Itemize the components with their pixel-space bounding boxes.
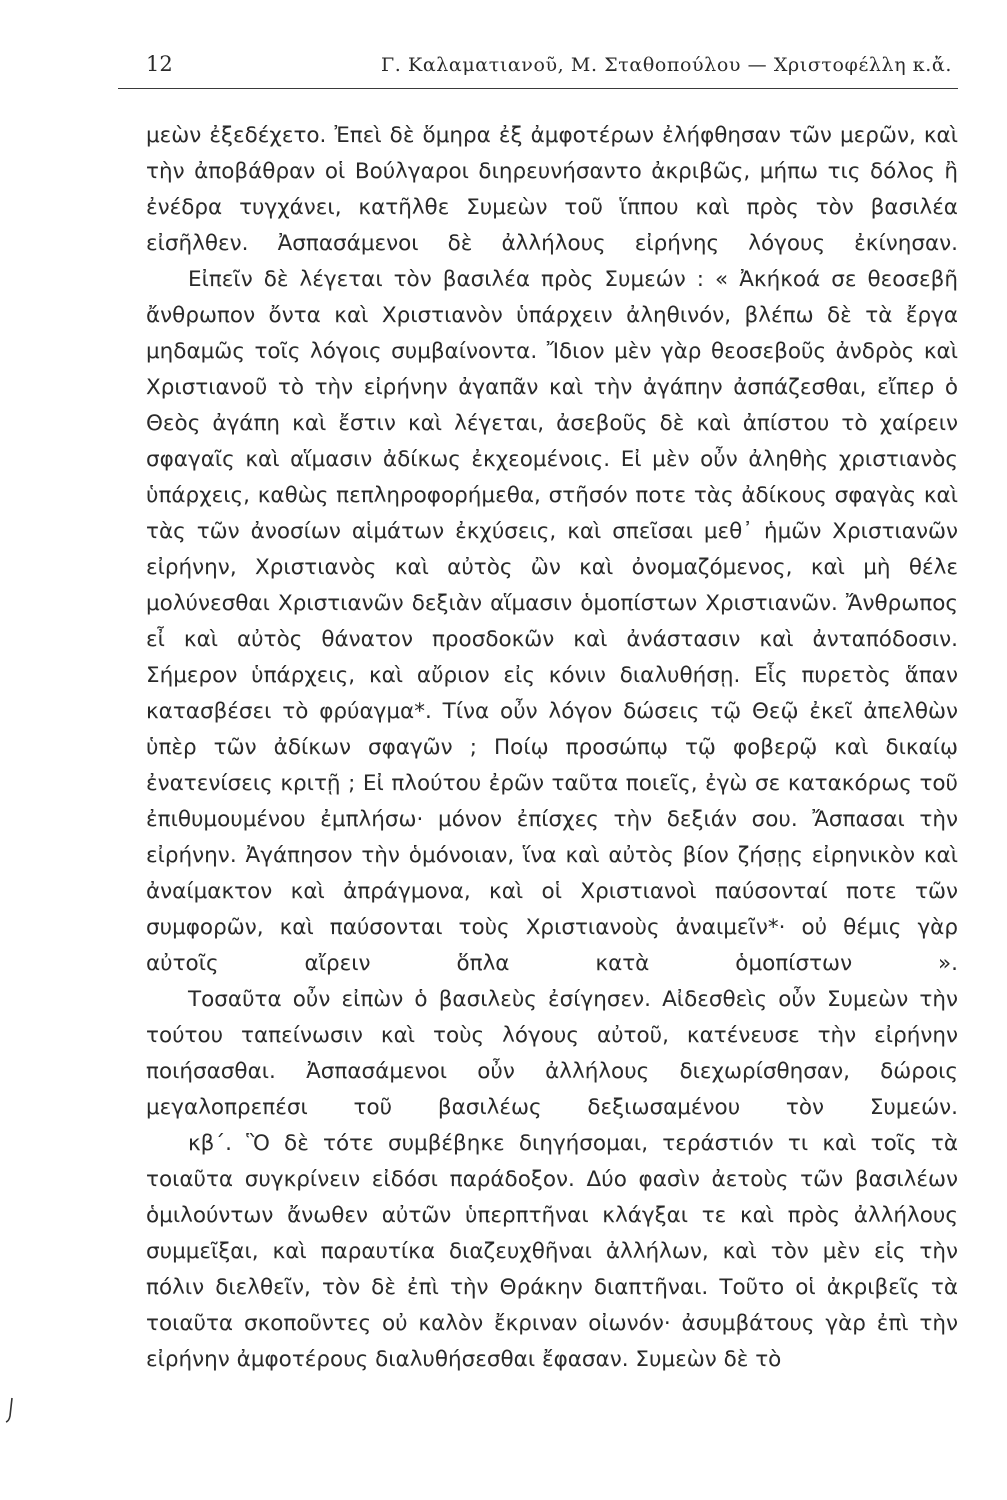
page-number: 12 bbox=[146, 52, 173, 76]
paragraph-3: Τοσαῦτα οὖν εἰπὼν ὁ βασιλεὺς ἐσίγησεν. Αἰδεσθεὶς οὖν Συμεὼν τὴν τούτου ταπείνωσιν καὶ τοὺς λόγους αὐτοῦ, κατένευσε τὴν εἰρήνην ποιήσασθαι. Ἀσπασάμενοι οὖν ἀλλήλους διεχωρίσθησαν, δώροις μεγαλοπρεπέσι τοῦ βασιλέως δεξιωσαμένου τὸν Συμεών. bbox=[146, 987, 958, 1120]
paragraph-1: μεὼν ἐξεδέχετο. Ἐπεὶ δὲ ὅμηρα ἐξ ἀμφοτέρων ἐλήφθησαν τῶν μερῶν, καὶ τὴν ἀποβάθραν οἱ Βούλγαροι διηρευνήσαντο ἀκριβῶς, μήπω τις δόλος ἢ ἐνέδρα τυγχάνει, κατῆλθε Συμεὼν τοῦ ἵππου καὶ πρὸς τὸν βασιλέα εἰσῆλθεν. Ἀσπασάμενοι δὲ ἀλλήλους εἰρήνης λόγους ἐκίνησαν. bbox=[146, 123, 958, 256]
paragraph-2: Εἰπεῖν δὲ λέγεται τὸν βασιλέα πρὸς Συμεών : « Ἀκήκοά σε θεοσεβῆ ἄνθρωπον ὄντα καὶ Χριστιανὸν ὑπάρχειν ἀληθινόν, βλέπω δὲ τὰ ἔργα μηδαμῶς τοῖς λόγοις συμβαίνοντα. Ἴδιον μὲν γὰρ θεοσεβοῦς ἀνδρὸς καὶ Χριστιανοῦ τὸ τὴν εἰρήνην ἀγαπᾶν καὶ τὴν ἀγάπην ἀσπάζεσθαι, εἴπερ ὁ Θεὸς ἀγάπη καὶ ἔστιν καὶ λέγεται, ἀσεβοῦς δὲ καὶ ἀπίστου τὸ χαίρειν σφαγαῖς καὶ αἵμασιν ἀδίκως ἐκχεομένοις. Εἰ μὲν οὖν ἀληθὴς χριστιανὸς ὑπάρχεις, καθὼς πεπληροφορήμεθα, στῆσόν ποτε τὰς ἀδίκους σφαγὰς καὶ τὰς τῶν ἀνοσίων αἱμάτων ἐκχύσεις, καὶ σπεῖσαι μεθ᾽ ἡμῶν Χριστιανῶν εἰρήνην, Χριστιανὸς καὶ αὐτὸς ὢν καὶ ὀνομαζόμενος, καὶ μὴ θέλε μολύνεσθαι Χριστιανῶν δεξιὰν αἵμασιν ὁμοπίστων Χριστιανῶν. Ἄνθρωπος εἶ καὶ αὐτὸς θάνατον προσδοκῶν καὶ ἀνάστασιν καὶ ἀνταπόδοσιν. Σήμερον ὑπάρχεις, καὶ αὔριον εἰς κόνιν διαλυθήσῃ. Εἷς πυρετὸς ἅπαν κατασβέσει τὸ φρύαγμα*. Τίνα οὖν λόγον δώσεις τῷ Θεῷ ἐκεῖ ἀπελθὼν ὑπὲρ τῶν ἀδίκων σφαγῶν ; Ποίῳ προσώπῳ τῷ φοβερῷ καὶ δικαίῳ ἐνατενίσεις κριτῇ ; Εἰ πλούτου ἐρῶν ταῦτα ποιεῖς, ἐγὼ σε κατακόρως τοῦ ἐπιθυμουμένου ἐμπλήσω· μόνον ἐπίσχες τὴν δεξιάν σου. Ἄσπασαι τὴν εἰρήνην. Ἀγάπησον τὴν ὁμόνοιαν, ἵνα καὶ αὐτὸς βίον ζήσῃς εἰρηνικὸν καὶ ἀναίμακτον καὶ ἀπράγμονα, καὶ οἱ Χριστιανοὶ παύσονταί ποτε τῶν συμφορῶν, καὶ παύσονται τοὺς Χριστιανοὺς ἀναιμεῖν*· οὐ θέμις γὰρ αὐτοῖς αἴρειν ὅπλα κατὰ ὁμοπίστων ». bbox=[146, 267, 958, 976]
margin-mark bbox=[4, 1396, 18, 1424]
margin-mark-icon bbox=[4, 1396, 18, 1424]
paragraph-4: κβ΄. Ὃ δὲ τότε συμβέβηκε διηγήσομαι, τεράστιόν τι καὶ τοῖς τὰ τοιαῦτα συγκρίνειν εἰδόσι παράδοξον. Δύο φασὶν ἀετοὺς τῶν βασιλέων ὁμιλούντων ἄνωθεν αὐτῶν ὑπερπτῆναι κλάγξαι τε καὶ πρὸς ἀλλήλους συμμεῖξαι, καὶ παραυτίκα διαζευχθῆναι ἀλλήλων, καὶ τὸν μὲν εἰς τὴν πόλιν διελθεῖν, τὸν δὲ ἐπὶ τὴν Θράκην διαπτῆναι. Τοῦτο οἱ ἀκριβεῖς τὰ τοιαῦτα σκοποῦντες οὐ καλὸν ἔκριναν οἰωνόν· ἀσυμβάτους γὰρ ἐπὶ τὴν εἰρήνην ἀμφοτέρους διαλυθήσεσθαι ἔφασαν. Συμεὼν δὲ τὸ bbox=[146, 1131, 958, 1372]
page-header bbox=[118, 48, 958, 89]
text-body bbox=[146, 118, 958, 1378]
running-head: Γ. Καλαματιανοῦ, Μ. Σταθοπούλου — Χριστοφέλλη κ.ἄ. bbox=[380, 54, 952, 76]
